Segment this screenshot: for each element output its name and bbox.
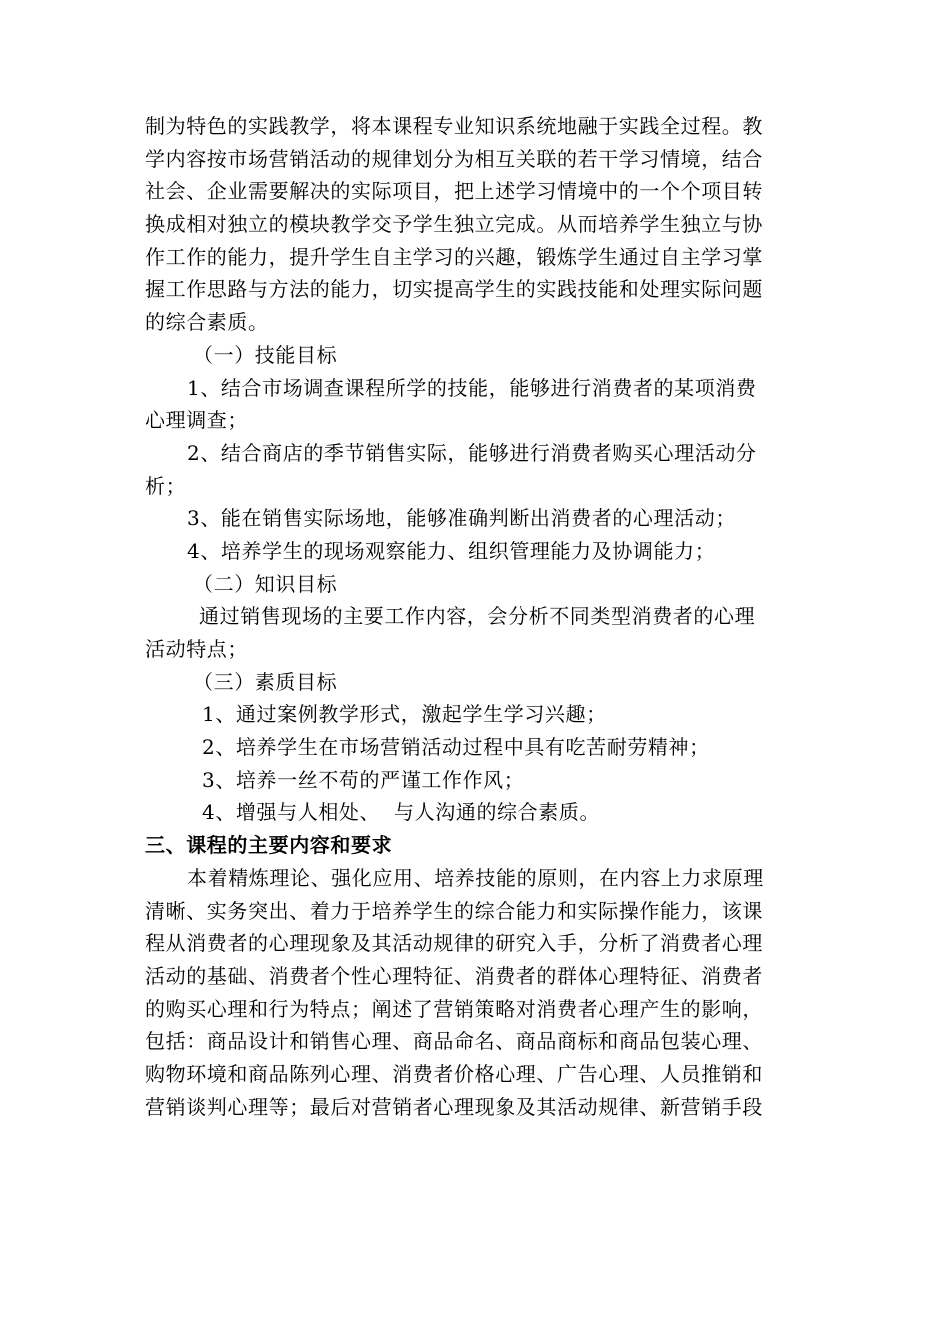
list-item: 3、培养一丝不苟的严谨工作作风； [202,767,525,792]
body-line: 的购买心理和行为特点；阐述了营销策略对消费者心理产生的影响， [145,996,763,1021]
list-item: 4、增强与人相处、 与人沟通的综合素质。 [202,800,601,825]
body-line: 握工作思路与方法的能力，切实提高学生的实践技能和处理实际问题 [145,277,763,302]
section-heading: 三、课程的主要内容和要求 [145,833,393,858]
body-line: 活动特点； [145,637,248,661]
list-item: 4、培养学生的现场观察能力、组织管理能力及协调能力； [187,538,716,563]
body-line: 作工作的能力，提升学生自主学习的兴趣，锻炼学生通过自主学习掌 [145,244,763,269]
body-line: 的综合素质。 [145,310,269,335]
subheading-knowledge-goals: （二）知识目标 [193,571,338,596]
list-item: 2、培养学生在市场营销活动过程中具有吃苦耐劳精神； [202,735,710,760]
body-line: 购物环境和商品陈列心理、消费者价格心理、广告心理、人员推销和 [145,1061,763,1086]
body-line: 本着精炼理论、强化应用、培养技能的原则，在内容上力求原理 [187,865,764,890]
body-line: 换成相对独立的模块教学交予学生独立完成。从而培养学生独立与协 [145,212,763,237]
body-line: 活动的基础、消费者个性心理特征、消费者的群体心理特征、消费者 [145,963,763,988]
list-item-continuation: 析； [145,473,187,498]
list-item-continuation: 心理调查； [145,408,248,433]
body-line: 学内容按市场营销活动的规律划分为相互关联的若干学习情境，结合 [145,146,763,171]
body-line: 营销谈判心理等；最后对营销者心理现象及其活动规律、新营销手段 [145,1094,763,1119]
list-item: 1、通过案例教学形式，激起学生学习兴趣； [202,702,607,727]
list-item: 1、结合市场调查课程所学的技能，能够进行消费者的某项消费 [187,375,757,400]
body-line: 程从消费者的心理现象及其活动规律的研究入手，分析了消费者心理 [145,931,763,956]
subheading-quality-goals: （三）素质目标 [193,669,338,694]
document-body [145,110,810,1123]
body-line: 制为特色的实践教学，将本课程专业知识系统地融于实践全过程。教 [145,114,763,138]
body-line: 社会、企业需要解决的实际项目，把上述学习情境中的一个个项目转 [145,179,763,204]
body-line: 清晰、实务突出、着力于培养学生的综合能力和实际操作能力，该课 [145,898,763,923]
list-item: 3、能在销售实际场地，能够准确判断出消费者的心理活动； [187,506,736,531]
body-line: 包括：商品设计和销售心理、商品命名、商品商标和商品包装心理、 [145,1029,763,1054]
body-line: 通过销售现场的主要工作内容，会分析不同类型消费者的心理 [199,604,756,629]
list-item: 2、结合商店的季节销售实际，能够进行消费者购买心理活动分 [187,440,757,465]
subheading-skill-goals: （一）技能目标 [193,342,338,367]
